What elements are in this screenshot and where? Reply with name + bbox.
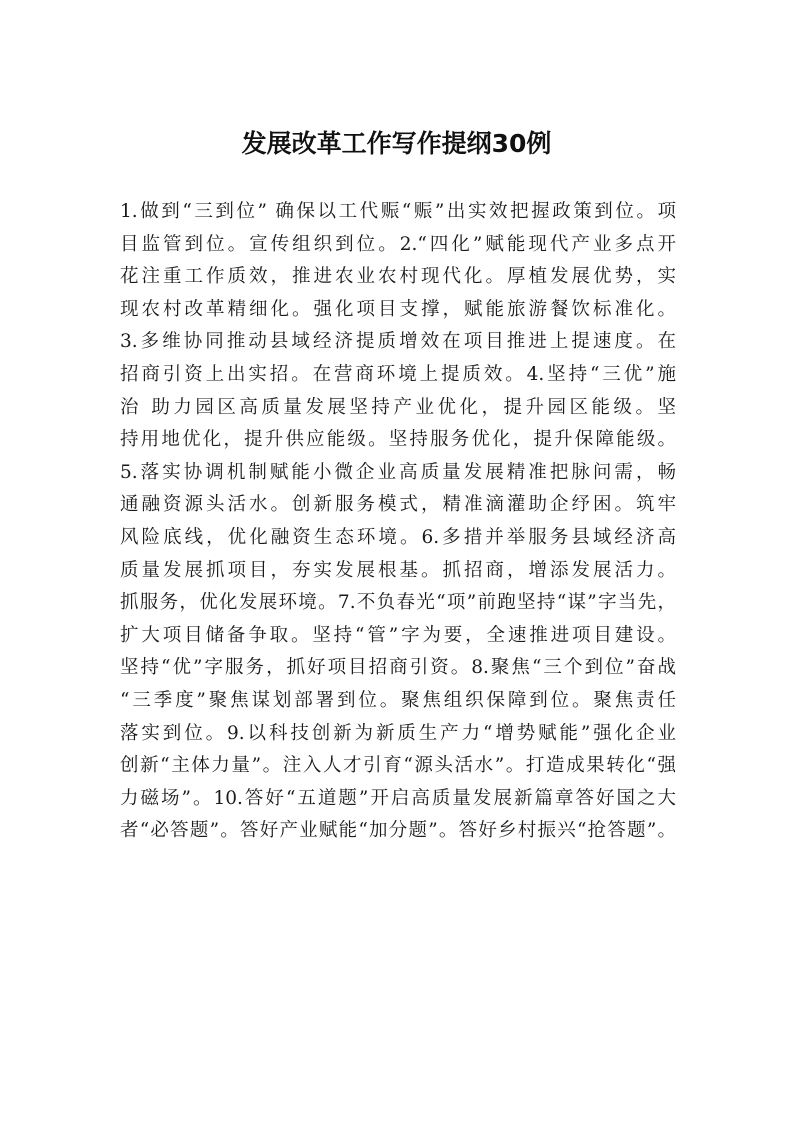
body-line: 落实到位。9.以科技创新为新质生产力“增势赋能”强化企业 <box>120 722 676 744</box>
body-line: 创新“主体力量”。注入人才引育“源头活水”。打造成果转化“强 <box>120 755 676 777</box>
body-line: 力磁场”。10.答好“五道题”开启高质量发展新篇章答好国之大 <box>120 787 676 809</box>
body-line: 风险底线，优化融资生态环境。6.多措并举服务县域经济高 <box>120 526 676 548</box>
body-line: 5.落实协调机制赋能小微企业高质量发展精准把脉问需，畅 <box>120 461 676 483</box>
document-body <box>120 196 676 848</box>
body-line: 持用地优化，提升供应能级。坚持服务优化，提升保障能级。 <box>120 429 676 451</box>
body-line: 扩大项目储备争取。坚持“管”字为要，全速推进项目建设。 <box>120 624 676 646</box>
document-title: 发展改革工作写作提纲30例 <box>241 129 552 158</box>
body-line: 坚持“优”字服务，抓好项目招商引资。8.聚焦“三个到位”奋战 <box>120 657 676 679</box>
body-line: 治 助力园区高质量发展坚持产业优化，提升园区能级。坚 <box>120 396 676 418</box>
body-line: 花注重工作质效，推进农业农村现代化。厚植发展优势，实 <box>120 266 676 288</box>
body-line: 通融资源头活水。创新服务模式，精准滴灌助企纾困。筑牢 <box>120 494 676 516</box>
body-line: 质量发展抓项目，夯实发展根基。抓招商，增添发展活力。 <box>120 559 676 581</box>
body-line: 抓服务，优化发展环境。7.不负春光“项”前跑坚持“谋”字当先， <box>120 592 676 614</box>
body-line: 现农村改革精细化。强化项目支撑，赋能旅游餐饮标准化。 <box>120 298 676 320</box>
body-line: 目监管到位。宣传组织到位。2.“四化”赋能现代产业多点开 <box>120 233 676 255</box>
body-line: 者“必答题”。答好产业赋能“加分题”。答好乡村振兴“抢答题”。 <box>120 820 676 842</box>
body-line: 招商引资上出实招。在营商环境上提质效。4.坚持“三优”施 <box>120 363 676 385</box>
body-line: 1.做到“三到位” 确保以工代赈“赈”出实效把握政策到位。项 <box>120 201 676 222</box>
body-line: 3.多维协同推动县域经济提质增效在项目推进上提速度。在 <box>120 331 676 353</box>
body-line: “三季度”聚焦谋划部署到位。聚焦组织保障到位。聚焦责任 <box>120 689 676 711</box>
